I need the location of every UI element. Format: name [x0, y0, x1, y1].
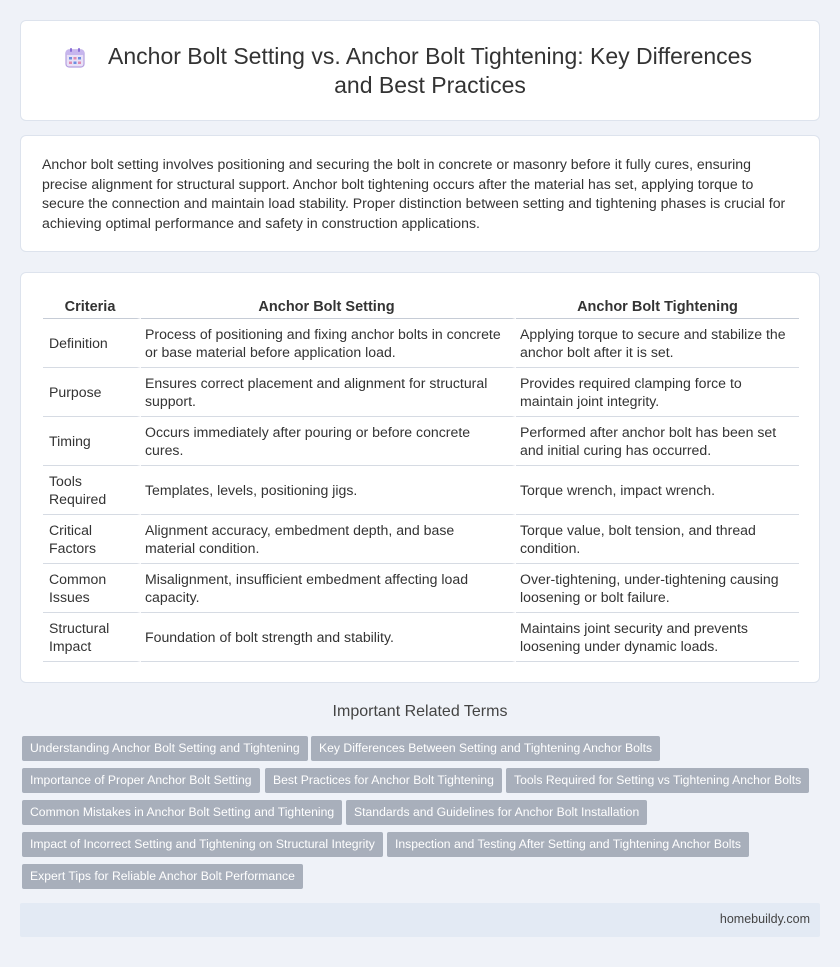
criteria-cell: Definition [43, 319, 141, 368]
setting-cell: Ensures correct placement and alignment for structural support. [141, 368, 516, 417]
related-term-tag[interactable]: Impact of Incorrect Setting and Tightening on Structural Integrity [22, 832, 383, 857]
table-row [43, 319, 799, 368]
setting-cell: Occurs immediately after pouring or before concrete cures. [141, 417, 516, 466]
comparison-card [20, 272, 820, 683]
tightening-cell: Applying torque to secure and stabilize the anchor bolt after it is set. [516, 319, 799, 368]
criteria-cell: Timing [43, 417, 141, 466]
related-term-tag[interactable]: Expert Tips for Reliable Anchor Bolt Performance [22, 864, 303, 889]
table-header-row [43, 295, 799, 319]
related-term-tag[interactable]: Standards and Guidelines for Anchor Bolt Installation [346, 800, 647, 825]
setting-cell: Process of positioning and fixing anchor bolts in concrete or base material before application load. [141, 319, 516, 368]
column-header-setting: Anchor Bolt Setting [141, 295, 516, 319]
tightening-cell: Torque wrench, impact wrench. [516, 466, 799, 515]
table-row [43, 564, 799, 613]
table-row [43, 515, 799, 564]
tightening-cell: Maintains joint security and prevents loosening under dynamic loads. [516, 613, 799, 662]
criteria-cell: Structural Impact [43, 613, 141, 662]
criteria-cell: Tools Required [43, 466, 141, 515]
table-row [43, 466, 799, 515]
related-term-tag[interactable]: Importance of Proper Anchor Bolt Setting [22, 768, 260, 793]
intro-paragraph: Anchor bolt setting involves positioning and securing the bolt in concrete or masonry before it fully cures, ensuring precise alignment for structural support. Anchor bolt tightening occurs after the material has set, applying torque to secure the connection and maintain load stability. Proper distinction between setting and tightening phases is crucial for achieving optimal performance and safety in construction applications. [42, 156, 786, 231]
related-term-tag[interactable]: Best Practices for Anchor Bolt Tightening [265, 768, 502, 793]
setting-cell: Templates, levels, positioning jigs. [141, 466, 516, 515]
criteria-cell: Common Issues [43, 564, 141, 613]
criteria-cell: Purpose [43, 368, 141, 417]
page-title: Anchor Bolt Setting vs. Anchor Bolt Tightening: Key Differences and Best Practices [108, 42, 752, 98]
setting-cell: Alignment accuracy, embedment depth, and base material condition. [141, 515, 516, 564]
comparison-table [43, 295, 799, 662]
tightening-cell: Over-tightening, under-tightening causing loosening or bolt failure. [516, 564, 799, 613]
column-header-tightening: Anchor Bolt Tightening [516, 295, 799, 319]
footer-site-link[interactable]: homebuildy.com [719, 912, 810, 926]
intro-card [20, 135, 820, 252]
table-row [43, 613, 799, 662]
related-terms-title: Important Related Terms [332, 703, 508, 720]
header-card [20, 20, 820, 121]
tightening-cell: Provides required clamping force to maintain joint integrity. [516, 368, 799, 417]
table-row [43, 417, 799, 466]
table-row [43, 368, 799, 417]
criteria-cell: Critical Factors [43, 515, 141, 564]
tightening-cell: Torque value, bolt tension, and thread condition. [516, 515, 799, 564]
setting-cell: Foundation of bolt strength and stability. [141, 613, 516, 662]
related-term-tag[interactable]: Inspection and Testing After Setting and Tightening Anchor Bolts [387, 832, 749, 857]
setting-cell: Misalignment, insufficient embedment affecting load capacity. [141, 564, 516, 613]
tightening-cell: Performed after anchor bolt has been set and initial curing has occurred. [516, 417, 799, 466]
related-term-tag[interactable]: Common Mistakes in Anchor Bolt Setting and Tightening [22, 800, 342, 825]
footer [20, 903, 820, 937]
related-term-tag[interactable]: Understanding Anchor Bolt Setting and Tightening [22, 736, 308, 761]
related-term-tag[interactable]: Key Differences Between Setting and Tightening Anchor Bolts [311, 736, 660, 761]
related-term-tag[interactable]: Tools Required for Setting vs Tightening Anchor Bolts [506, 768, 809, 793]
column-header-criteria: Criteria [43, 295, 141, 319]
